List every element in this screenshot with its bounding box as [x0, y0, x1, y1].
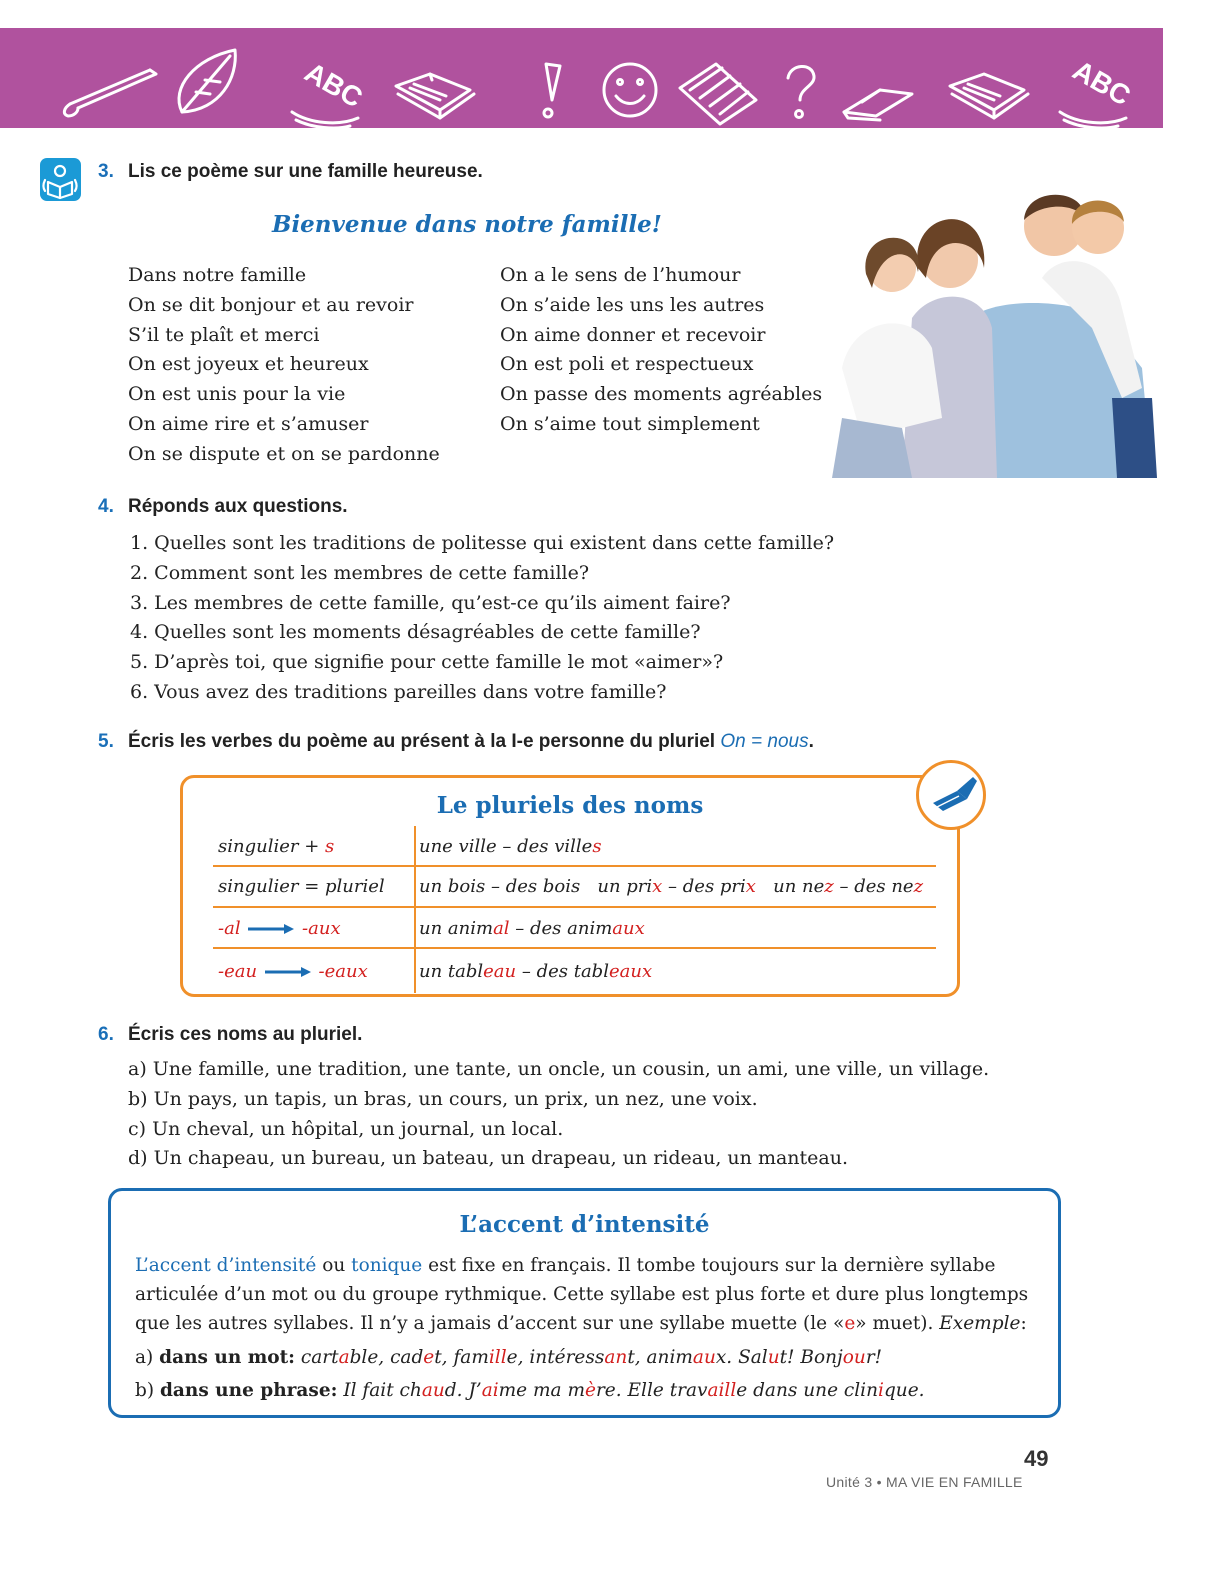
syllable-text: anim — [646, 1347, 693, 1368]
stressed-syllable: an — [604, 1347, 628, 1368]
term-highlight: L’accent d’intensité — [135, 1255, 317, 1276]
example-tableau — [419, 961, 652, 982]
term-highlight: tonique — [351, 1255, 423, 1276]
accent-paragraph-line — [135, 1313, 1027, 1334]
poem-column-right — [500, 261, 822, 440]
syllable-text: ble, — [349, 1347, 391, 1368]
poem-column-left — [128, 261, 440, 470]
rule-from: -al — [218, 918, 241, 939]
rule-ending: s — [325, 836, 335, 857]
text: a) — [135, 1347, 160, 1368]
example-phrase — [343, 1380, 924, 1401]
syllable-text: e, — [506, 1347, 530, 1368]
poem-line: On s’aime tout simplement — [500, 412, 760, 435]
syllable-text: d. — [444, 1380, 469, 1401]
rule-singulier-pluriel: singulier = pluriel — [218, 876, 385, 897]
svg-text:ABC: ABC — [299, 56, 368, 114]
syllable-text: e dans une clin — [736, 1380, 879, 1401]
list-item: 5. D’après toi, que signifie pour cette famille le mot «aimer»? — [130, 651, 724, 674]
poem-line: On est unis pour la vie — [128, 383, 346, 406]
accent-box-title: L’accent d’intensité — [459, 1211, 710, 1238]
example-text: – des pri — [662, 876, 746, 897]
poem-line: On aime donner et recevoir — [500, 323, 766, 346]
example-text: un tabl — [419, 961, 484, 982]
list-item: d) Un chapeau, un bureau, un bateau, un drapeau, un rideau, un manteau. — [128, 1147, 849, 1170]
exercise-6-instruction: Écris ces noms au pluriel. — [128, 1024, 363, 1045]
syllable-text: me ma — [498, 1380, 568, 1401]
example-text: un bois — [419, 876, 486, 897]
text: est fixe en français. Il tombe toujours sur la dernière syllabe — [422, 1255, 996, 1276]
rule-al-aux — [218, 918, 341, 939]
exercise-4-instruction: Réponds aux questions. — [128, 496, 348, 517]
poem-line: On a le sens de l’humour — [500, 264, 741, 286]
page-number: 49 — [1024, 1446, 1049, 1471]
syllable-text: intéress — [529, 1347, 605, 1368]
exercise-3-instruction: Lis ce poème sur une famille heureuse. — [128, 161, 483, 182]
poem-line: On est joyeux et heureux — [128, 353, 369, 376]
list-item: a) Une famille, une tradition, une tante, un oncle, un cousin, un ami, une ville, un village. — [128, 1058, 990, 1080]
poem-line: On passe des moments agréables — [500, 383, 823, 406]
rule-singulier-s — [218, 836, 334, 857]
example-ending: x — [745, 876, 756, 897]
exercise-5-text: Écris les verbes du poème au présent à la I-e personne du pluriel — [128, 731, 716, 752]
syllable-text: cart — [300, 1347, 339, 1368]
text-italic: Exemple — [939, 1313, 1021, 1334]
stressed-syllable: u — [767, 1347, 780, 1368]
exclamation-icon — [544, 64, 560, 117]
stressed-syllable: au — [692, 1347, 716, 1368]
syllable-text: Bonj — [800, 1347, 843, 1368]
example-text: un ne — [773, 876, 825, 897]
writing-icon — [919, 763, 983, 827]
plural-box-title: Le pluriels des noms — [436, 792, 704, 819]
poem-line: On se dit bonjour et au revoir — [128, 293, 414, 316]
stressed-syllable: a — [338, 1347, 350, 1368]
syllable-text: re. — [595, 1380, 628, 1401]
rule-from: -eau — [218, 961, 258, 982]
abc-icon — [1060, 54, 1136, 128]
arrow-right-icon — [246, 922, 296, 936]
example-text: – des ne — [833, 876, 914, 897]
eraser-icon — [844, 90, 912, 120]
poem-title: Bienvenue dans notre famille! — [272, 211, 662, 238]
stressed-syllable: e — [423, 1347, 435, 1368]
text: b) — [135, 1380, 160, 1401]
rule-to: -aux — [302, 918, 341, 939]
example-text: – des bois — [485, 876, 581, 897]
rule-to: -eaux — [318, 961, 368, 982]
list-item: b) Un pays, un tapis, un bras, un cours, un prix, un nez, une voix. — [128, 1087, 758, 1110]
poem-line: On se dispute et on se pardonne — [128, 442, 440, 465]
poem-line: On est poli et respectueux — [500, 353, 754, 376]
exercise-5-number: 5. — [98, 731, 114, 752]
text-bold: dans une phrase: — [159, 1380, 338, 1401]
example-text: – des anim — [509, 918, 613, 939]
smiley-icon — [604, 64, 656, 116]
family-photo — [822, 168, 1157, 478]
poem-line: On aime rire et s’amuser — [128, 412, 369, 435]
example-ending: z — [913, 876, 924, 897]
exercise-5-highlight: On = nous — [720, 731, 809, 752]
syllable-text: m — [567, 1380, 586, 1401]
example-text: un pri — [597, 876, 653, 897]
exercise-4-number: 4. — [98, 496, 114, 517]
list-item: 2. Comment sont les membres de cette famille? — [130, 561, 590, 584]
header-banner — [0, 28, 1163, 128]
stressed-syllable: au — [421, 1380, 445, 1401]
text-red: e — [844, 1313, 856, 1334]
question-icon — [788, 66, 814, 117]
rule-text: singulier + — [218, 836, 325, 857]
syllable-text: J’ — [468, 1380, 482, 1401]
list-item: 1. Quelles sont les traditions de politesse qui existent dans cette famille? — [130, 532, 835, 554]
poem-line: On s’aide les uns les autres — [500, 293, 765, 316]
stressed-syllable: è — [585, 1380, 596, 1401]
text: : — [1020, 1313, 1027, 1334]
example-text: une ville – des ville — [419, 836, 593, 857]
noun-list — [128, 1055, 989, 1174]
example-bois-prix-nez — [419, 876, 923, 897]
text: ou — [316, 1255, 352, 1276]
example-ending: eaux — [608, 961, 653, 982]
accent-example-word — [135, 1347, 882, 1368]
stressed-syllable: ou — [842, 1347, 866, 1368]
example-ending: s — [592, 836, 602, 857]
accent-paragraph-line — [135, 1255, 995, 1276]
syllable-text: x. — [715, 1347, 739, 1368]
stressed-syllable: ai — [481, 1380, 499, 1401]
example-ending: z — [824, 876, 834, 897]
list-item: 3. Les membres de cette famille, qu’est-ce qu’ils aiment faire? — [130, 591, 731, 614]
abc-icon — [292, 56, 368, 128]
exercise-6-number: 6. — [98, 1024, 114, 1045]
arrow-right-icon — [263, 965, 313, 979]
notepad-icon — [680, 64, 756, 124]
poem-line: S’il te plaît et merci — [128, 323, 320, 346]
stressed-syllable: i — [878, 1380, 884, 1401]
text: » muet). — [855, 1313, 940, 1334]
question-list — [130, 529, 834, 708]
stressed-syllable: ill — [488, 1347, 507, 1368]
example-ending: x — [652, 876, 663, 897]
syllable-text: Sal — [738, 1347, 768, 1368]
exercise-5-end: . — [808, 731, 814, 752]
text-bold: dans un mot: — [159, 1347, 295, 1368]
list-item: 6. Vous avez des traditions pareilles dans votre famille? — [130, 680, 667, 703]
poem-line: Dans notre famille — [128, 264, 307, 286]
example-words — [301, 1347, 882, 1368]
accent-paragraph-line: articulée d’un mot ou du groupe rythmique. Cette syllabe est plus forte et dure plus longtemps — [135, 1284, 1029, 1305]
example-ending: aux — [612, 918, 645, 939]
syllable-text: t, — [627, 1347, 647, 1368]
brush-icon — [64, 70, 156, 116]
example-ending: al — [493, 918, 510, 939]
syllable-text: r! — [865, 1347, 883, 1368]
svg-text:ABC: ABC — [1067, 54, 1136, 112]
leaf-icon — [179, 50, 235, 112]
syllable-text: t! — [779, 1347, 801, 1368]
syllable-text: t, — [434, 1347, 454, 1368]
example-text: – des tabl — [516, 961, 609, 982]
syllable-text: Elle trav — [627, 1380, 708, 1401]
rule-eau-eaux — [218, 961, 368, 982]
pencil-badge — [916, 760, 986, 830]
syllable-text: fam — [453, 1347, 489, 1368]
list-item: 4. Quelles sont les moments désagréables de cette famille? — [130, 621, 701, 644]
open-book-icon — [950, 74, 1028, 118]
stressed-syllable: aill — [707, 1380, 737, 1401]
accent-intensity-box — [108, 1188, 1061, 1418]
example-text: un anim — [419, 918, 494, 939]
accent-example-phrase — [135, 1380, 925, 1401]
exercise-5-instruction — [128, 731, 814, 753]
text: que les autres syllabes. Il n’y a jamais d’accent sur une syllabe muette (le « — [135, 1313, 845, 1334]
unit-footer: Unité 3 • MA VIE EN FAMILLE — [826, 1474, 1023, 1490]
open-book-icon — [396, 74, 474, 118]
example-ending: eau — [483, 961, 517, 982]
example-animal — [419, 918, 645, 939]
syllable-text: Il fait ch — [343, 1380, 422, 1401]
exercise-3-number: 3. — [98, 161, 114, 182]
syllable-text: que. — [883, 1380, 925, 1401]
reading-icon — [40, 158, 81, 201]
list-item: c) Un cheval, un hôpital, un journal, un local. — [128, 1117, 564, 1140]
example-ville — [419, 836, 602, 857]
syllable-text: cad — [390, 1347, 424, 1368]
